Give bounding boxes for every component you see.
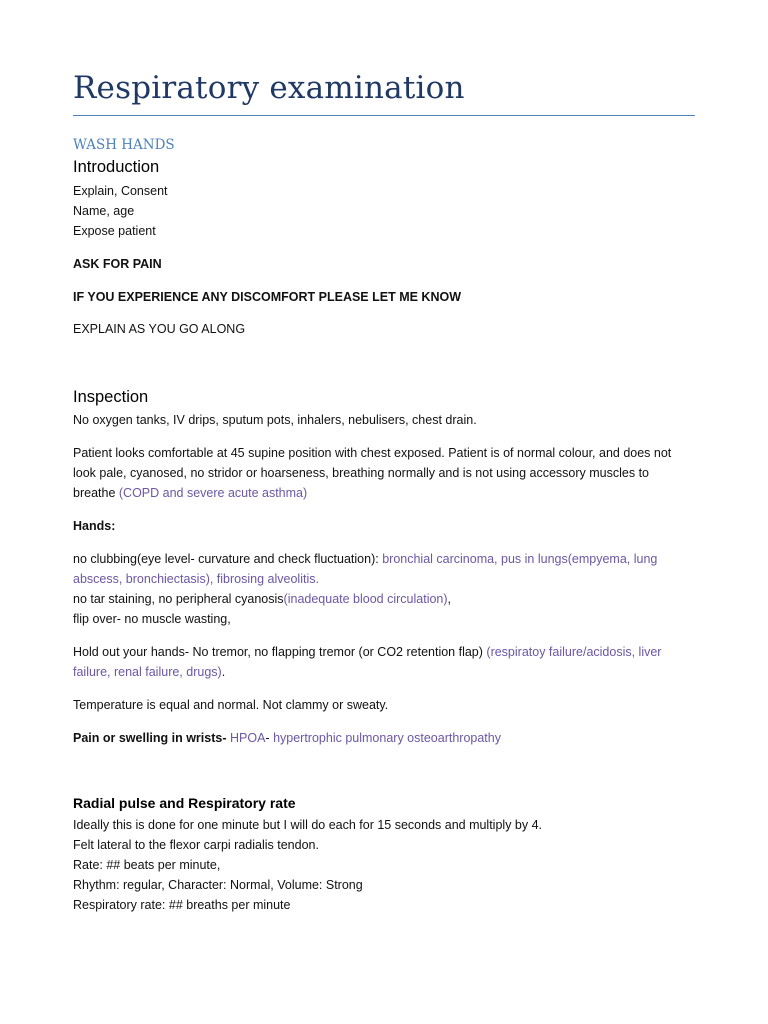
explain-line: EXPLAIN AS YOU GO ALONG — [73, 322, 246, 336]
tar-note: (inadequate blood circulation) — [283, 592, 448, 606]
radial-line-5: Respiratory rate: ## breaths per minute — [73, 898, 291, 912]
patient-note: (COPD and severe acute asthma) — [118, 486, 308, 500]
intro-line-1: Explain, Consent — [73, 184, 168, 198]
clubbing-note-1: bronchial carcinoma, pus in lungs(empyema, lung — [382, 552, 658, 566]
wrists-note-a: HPOA — [226, 731, 266, 745]
clubbing-text: no clubbing(eye level- curvature and check fluctuation): — [73, 552, 383, 566]
tar-text: no tar staining, no peripheral cyanosis — [73, 592, 284, 606]
intro-line-2: Name, age — [73, 204, 135, 218]
tremor-line — [73, 642, 661, 662]
tremor-line-2 — [73, 662, 225, 682]
temperature-line: Temperature is equal and normal. Not clammy or sweaty. — [73, 698, 389, 712]
radial-heading: Radial pulse and Respiratory rate — [73, 795, 296, 811]
clubbing-line — [73, 549, 657, 569]
tremor-note-2: failure, renal failure, drugs) — [73, 665, 222, 679]
ask-for-pain: ASK FOR PAIN — [73, 257, 162, 271]
wrists-line — [73, 728, 501, 748]
tremor-text: Hold out your hands- No tremor, no flapping tremor (or CO2 retention flap) — [73, 645, 487, 659]
introduction-heading: Introduction — [73, 158, 160, 176]
radial-line-3: Rate: ## beats per minute, — [73, 858, 221, 872]
inspection-heading: Inspection — [73, 388, 149, 406]
tremor-note-1: (respiratoy failure/acidosis, liver — [486, 645, 662, 659]
radial-line-4: Rhythm: regular, Character: Normal, Volume: Strong — [73, 878, 363, 892]
tremor-end: . — [221, 665, 226, 679]
tar-line — [73, 589, 451, 609]
radial-line-1: Ideally this is done for one minute but I will do each for 15 seconds and multiply by 4. — [73, 818, 543, 832]
patient-line-2: look pale, cyanosed, no stridor or hoarseness, breathing normally and is not using accessory muscles to — [73, 466, 649, 480]
patient-line-3-text: breathe — [73, 486, 119, 500]
radial-line-2: Felt lateral to the flexor carpi radialis tendon. — [73, 838, 319, 852]
discomfort-line: IF YOU EXPERIENCE ANY DISCOMFORT PLEASE LET ME KNOW — [73, 290, 462, 304]
inspection-general: No oxygen tanks, IV drips, sputum pots, inhalers, nebulisers, chest drain. — [73, 413, 477, 427]
clubbing-note-2: abscess, bronchiectasis), fibrosing alveolitis. — [73, 572, 319, 586]
title-underline — [73, 115, 695, 116]
hands-heading: Hands: — [73, 519, 116, 533]
wash-hands-heading: WASH HANDS — [73, 137, 175, 153]
wrists-label: Pain or swelling in wrists- — [73, 731, 227, 745]
intro-line-3: Expose patient — [73, 224, 156, 238]
document-title: Respiratory examination — [73, 70, 465, 106]
tar-end: , — [447, 592, 452, 606]
wrists-note-b: hypertrophic pulmonary osteoarthropathy — [269, 731, 501, 745]
wrists-dash: - — [265, 731, 270, 745]
patient-line-3 — [73, 483, 307, 503]
patient-line-1: Patient looks comfortable at 45 supine position with chest exposed. Patient is of normal colour, and does not — [73, 446, 672, 460]
flip-line: flip over- no muscle wasting, — [73, 612, 231, 626]
